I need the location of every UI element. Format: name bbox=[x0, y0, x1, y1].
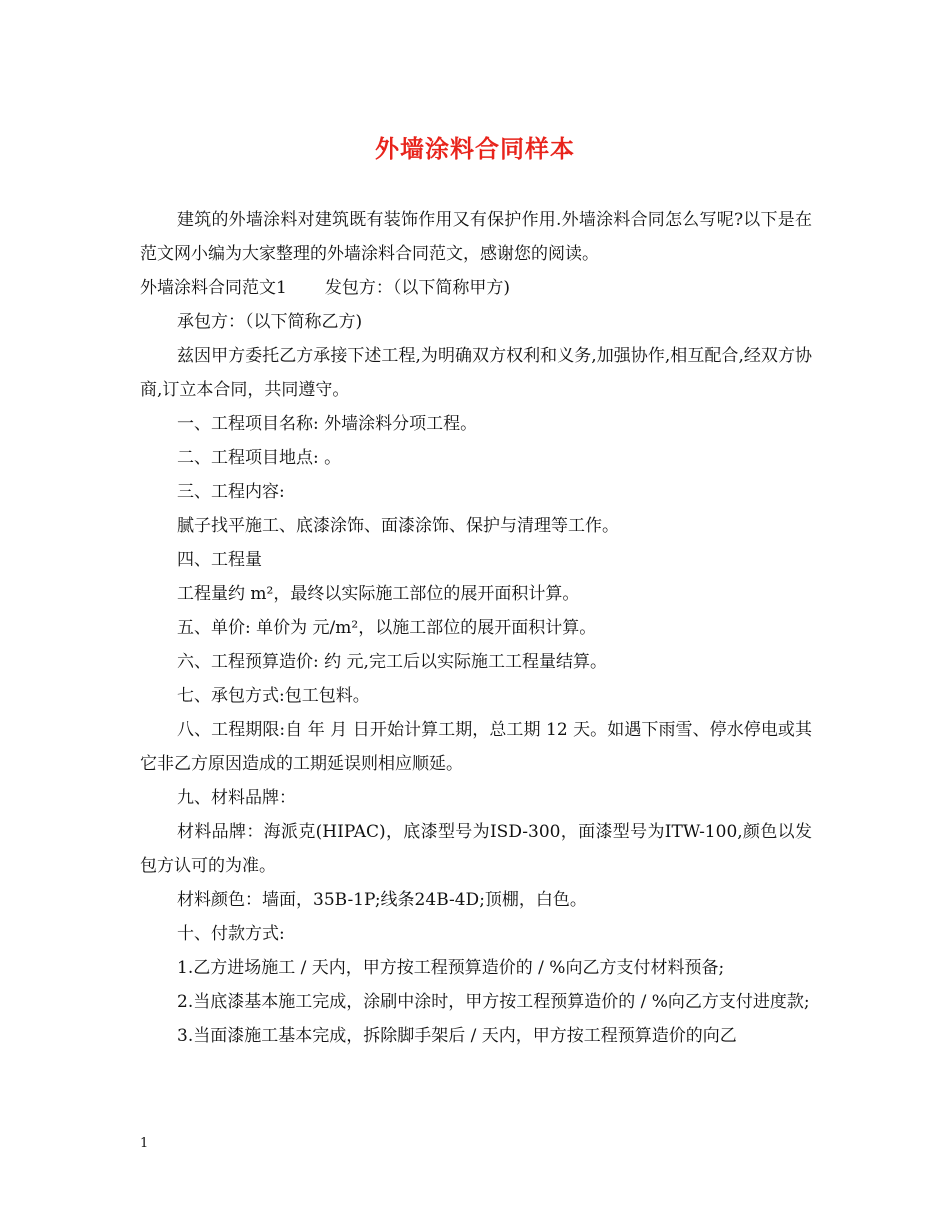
paragraph-clause-6: 六、工程预算造价: 约 元,完工后以实际施工工程量结算。 bbox=[177, 652, 607, 672]
paragraph-preamble: 兹因甲方委托乙方承接下述工程,为明确双方权利和义务,加强协作,相互配合,经双方协商,订立本合同，共同遵守。 bbox=[140, 346, 812, 400]
employer-line: 发包方：（以下简称甲方) bbox=[324, 278, 510, 298]
sample-title: 外墙涂料合同范文1 bbox=[140, 278, 287, 298]
paragraph-clause-9-color: 材料颜色：墙面，35B-1P;线条24B-4D;顶棚，白色。 bbox=[177, 890, 587, 910]
paragraph-clause-9-brand: 材料品牌：海派克(HIPAC)，底漆型号为ISD-300，面漆型号为ITW-100,颜色以发包方认可的为准。 bbox=[140, 822, 812, 876]
paragraph-payment-3: 3.当面漆施工基本完成，拆除脚手架后 / 天内，甲方按工程预算造价的向乙 bbox=[177, 1026, 737, 1046]
paragraph-contractor: 承包方：（以下简称乙方) bbox=[177, 312, 363, 332]
document-body bbox=[140, 203, 812, 1053]
paragraph-clause-5: 五、单价: 单价为 元/m²，以施工部位的展开面积计算。 bbox=[177, 618, 597, 638]
paragraph-clause-1: 一、工程项目名称: 外墙涂料分项工程。 bbox=[177, 414, 478, 434]
paragraph-clause-3: 三、工程内容: bbox=[177, 482, 285, 502]
paragraph-clause-8: 八、工程期限:自 年 月 日开始计算工期，总工期 12 天。如遇下雨雪、停水停电或其它非乙方原因造成的工期延误则相应顺延。 bbox=[140, 720, 812, 774]
paragraph-intro: 建筑的外墙涂料对建筑既有装饰作用又有保护作用.外墙涂料合同怎么写呢?以下是在范文网小编为大家整理的外墙涂料合同范文，感谢您的阅读。 bbox=[140, 210, 812, 264]
paragraph-clause-9: 九、材料品牌： bbox=[177, 788, 296, 808]
paragraph-clause-3-detail: 腻子找平施工、底漆涂饰、面漆涂饰、保护与清理等工作。 bbox=[177, 516, 619, 536]
paragraph-payment-2: 2.当底漆基本施工完成，涂刷中涂时，甲方按工程预算造价的 / %向乙方支付进度款; bbox=[177, 992, 810, 1012]
paragraph-payment-1: 1.乙方进场施工 / 天内，甲方按工程预算造价的 / %向乙方支付材料预备; bbox=[177, 958, 725, 978]
paragraph-heading-sample bbox=[140, 271, 812, 305]
paragraph-clause-2: 二、工程项目地点: 。 bbox=[177, 448, 342, 468]
page-number: 1 bbox=[140, 1136, 149, 1151]
paragraph-clause-7: 七、承包方式:包工包料。 bbox=[177, 686, 370, 706]
document-title: 外墙涂料合同样本 bbox=[375, 134, 575, 163]
paragraph-clause-4-detail: 工程量约 m²，最终以实际施工部位的展开面积计算。 bbox=[177, 584, 580, 604]
paragraph-clause-4: 四、工程量 bbox=[177, 550, 262, 570]
paragraph-clause-10: 十、付款方式: bbox=[177, 924, 285, 944]
